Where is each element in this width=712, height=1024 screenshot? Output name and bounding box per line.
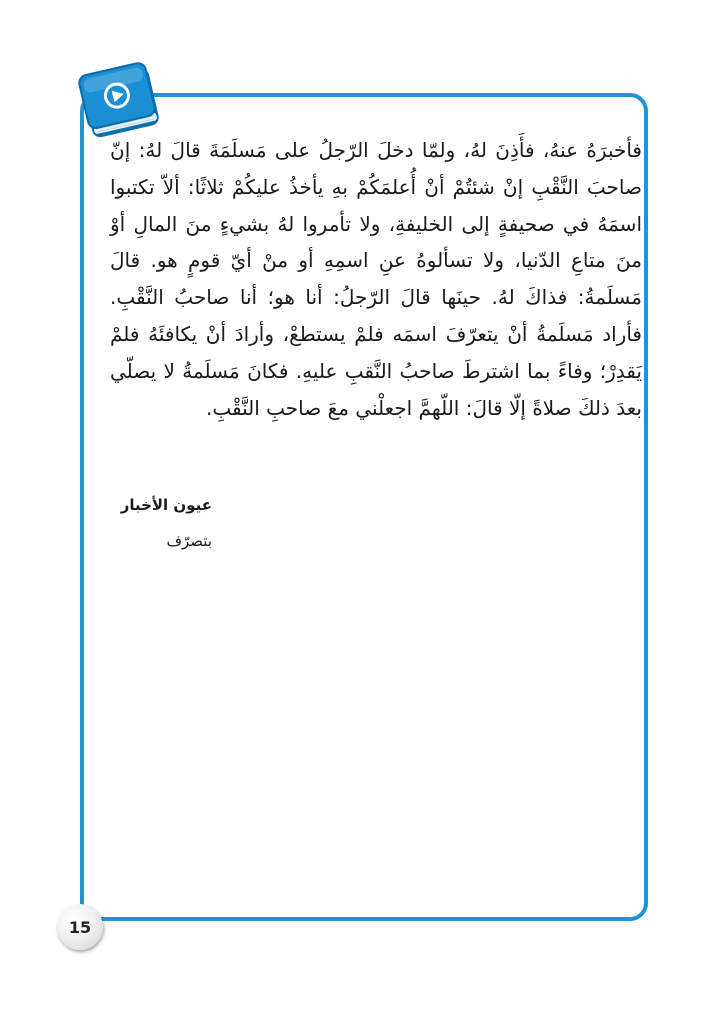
source-name: عيون الأخبار	[120, 496, 212, 514]
source-citation	[100, 492, 212, 554]
page-number-badge	[57, 904, 103, 950]
story-paragraph: فأخبرَهُ عنهُ، فأَذِنَ لهُ، ولمّا دخلَ الرّجلُ على مَسلَمَةَ قالَ لهُ: إنّ صاحبَ النَّقْبِ إنْ شئتُمْ أنْ أُعلمَكُمْ بهِ يأخذُ عليكُمْ ثلاثًا: ألاّ تكتبوا اسمَهُ في صحيفةٍ إلى الخليفةِ، ولا تأمروا لهُ بشيءٍ منَ المالِ أوْ منَ متاعِ الدّنيا، ولا تسألوهُ عنِ اسمِهِ أو منْ أيّ قومٍ هو. قالَ مَسلَمةُ: فذاكَ لهُ. حينَها قالَ الرّجلُ: أنا هو؛ أنا صاحبُ النَّقْبِ. فأراد مَسلَمةُ أنْ يتعرّفَ اسمَه فلمْ يستطعْ، وأرادَ أنْ يكافئَهُ فلمْ يَقدِرْ؛ وفاءً بما اشترطَ صاحبُ النَّقبِ عليهِ. فكانَ مَسلَمةُ لا يصلّي بعدَ ذلكَ صلاةً إلّا قالَ: اللّهمَّ اجعلْني معَ صاحبِ النَّقْبِ.	[110, 138, 642, 420]
story-passage	[110, 132, 642, 426]
page-number: 15	[68, 917, 92, 937]
source-note: بتصرّف	[166, 532, 212, 550]
